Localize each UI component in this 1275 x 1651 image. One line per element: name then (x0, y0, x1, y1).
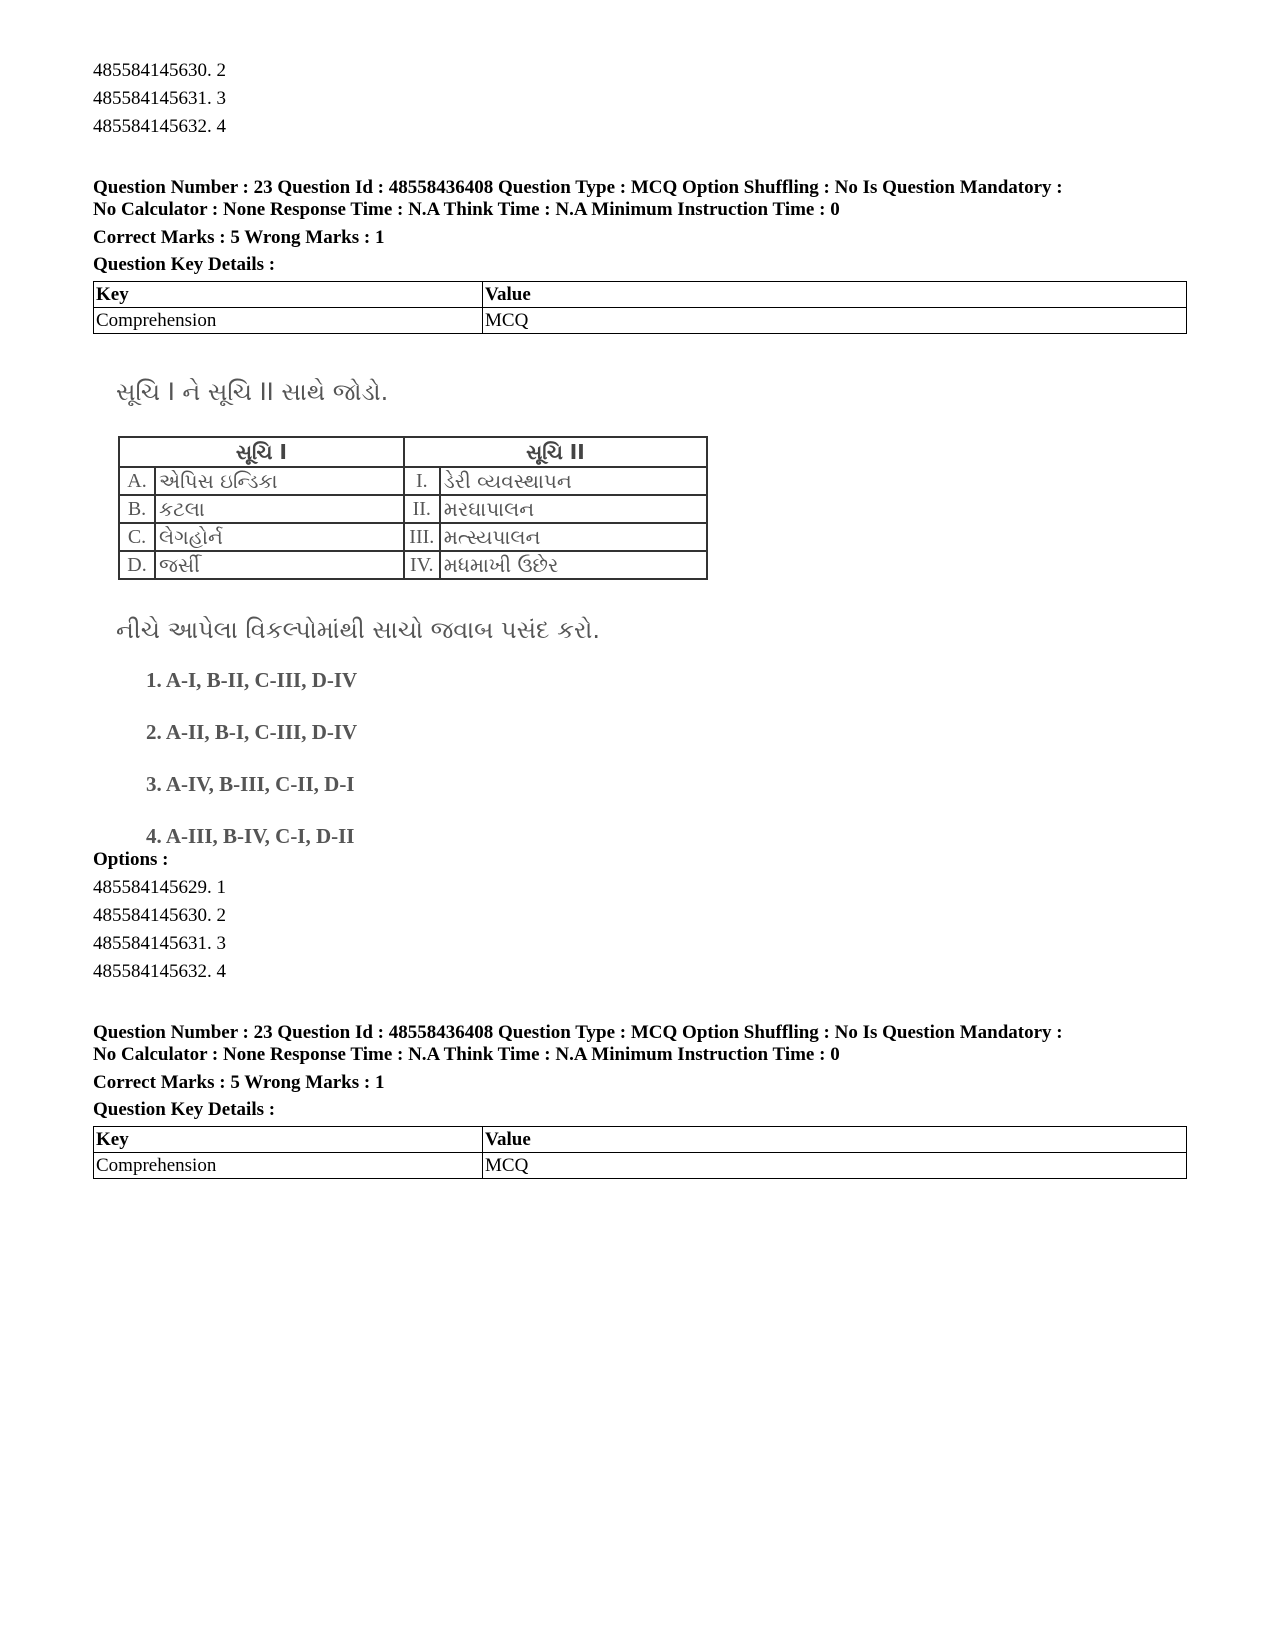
match-row (119, 551, 707, 579)
table-header-value: Value (483, 282, 1187, 308)
match-row (119, 467, 707, 495)
match-label: III. (404, 523, 440, 551)
match-col2-header: સૂચિ II (404, 437, 707, 467)
match-label: D. (119, 551, 155, 579)
question-header-line2: No Calculator : None Response Time : N.A Think Time : N.A Minimum Instruction Time : 0 (93, 1044, 840, 1065)
answer-choice: 3. A-IV, B-III, C-II, D-I (146, 772, 355, 796)
match-item: મધમાખી ઉછેર (440, 551, 707, 579)
question-instruction: સૂચિ I ને સૂચિ II સાથે જોડો. (116, 378, 389, 406)
answer-choice: 1. A-I, B-II, C-III, D-IV (146, 668, 358, 692)
match-label: B. (119, 495, 155, 523)
match-col1-header: સૂચિ I (119, 437, 404, 467)
key-details-label: Question Key Details : (93, 254, 276, 275)
table-header-row (94, 1127, 1187, 1153)
match-table (118, 436, 708, 580)
match-row (119, 523, 707, 551)
table-row (94, 1153, 1187, 1179)
answer-choice: 2. A-II, B-I, C-III, D-IV (146, 720, 358, 744)
option-item: 485584145629. 1 (93, 877, 226, 898)
match-label: I. (404, 467, 440, 495)
option-item: 485584145631. 3 (93, 88, 226, 109)
option-item: 485584145631. 3 (93, 933, 226, 954)
key-details-label: Question Key Details : (93, 1099, 276, 1120)
question-header-line2: No Calculator : None Response Time : N.A Think Time : N.A Minimum Instruction Time : 0 (93, 199, 840, 220)
match-item: લેગહોર્ન (155, 523, 404, 551)
match-row (119, 495, 707, 523)
table-header-key: Key (94, 282, 483, 308)
table-row (94, 308, 1187, 334)
match-item: મત્સ્યપાલન (440, 523, 707, 551)
question-key-table (93, 1126, 1187, 1179)
question-header-line1: Question Number : 23 Question Id : 48558436408 Question Type : MCQ Option Shuffling : No Is Question Mandatory : (93, 177, 1063, 198)
match-label: A. (119, 467, 155, 495)
match-item: જર્સી (155, 551, 404, 579)
match-table-header (119, 437, 707, 467)
table-header-value: Value (483, 1127, 1187, 1153)
table-cell-key: Comprehension (94, 308, 483, 334)
question-key-table (93, 281, 1187, 334)
question-header-line1: Question Number : 23 Question Id : 48558436408 Question Type : MCQ Option Shuffling : No Is Question Mandatory : (93, 1022, 1063, 1043)
question-instruction-2: નીચે આપેલા વિકલ્પોમાંથી સાચો જવાબ પસંદ કરો. (116, 616, 601, 644)
match-label: IV. (404, 551, 440, 579)
table-header-key: Key (94, 1127, 483, 1153)
match-item: એપિસ ઇન્ડિકા (155, 467, 404, 495)
marks-line: Correct Marks : 5 Wrong Marks : 1 (93, 1072, 385, 1093)
option-item: 485584145632. 4 (93, 116, 226, 137)
table-cell-value: MCQ (483, 1153, 1187, 1179)
table-cell-key: Comprehension (94, 1153, 483, 1179)
option-item: 485584145632. 4 (93, 961, 226, 982)
match-item: કટલા (155, 495, 404, 523)
options-label: Options : (93, 849, 169, 870)
marks-line: Correct Marks : 5 Wrong Marks : 1 (93, 227, 385, 248)
match-label: II. (404, 495, 440, 523)
match-label: C. (119, 523, 155, 551)
option-item: 485584145630. 2 (93, 905, 226, 926)
match-item: ડેરી વ્યવસ્થાપન (440, 467, 707, 495)
option-item: 485584145630. 2 (93, 60, 226, 81)
table-cell-value: MCQ (483, 308, 1187, 334)
table-header-row (94, 282, 1187, 308)
question-image (112, 370, 722, 870)
match-item: મરઘાપાલન (440, 495, 707, 523)
answer-choice: 4. A-III, B-IV, C-I, D-II (146, 824, 355, 848)
